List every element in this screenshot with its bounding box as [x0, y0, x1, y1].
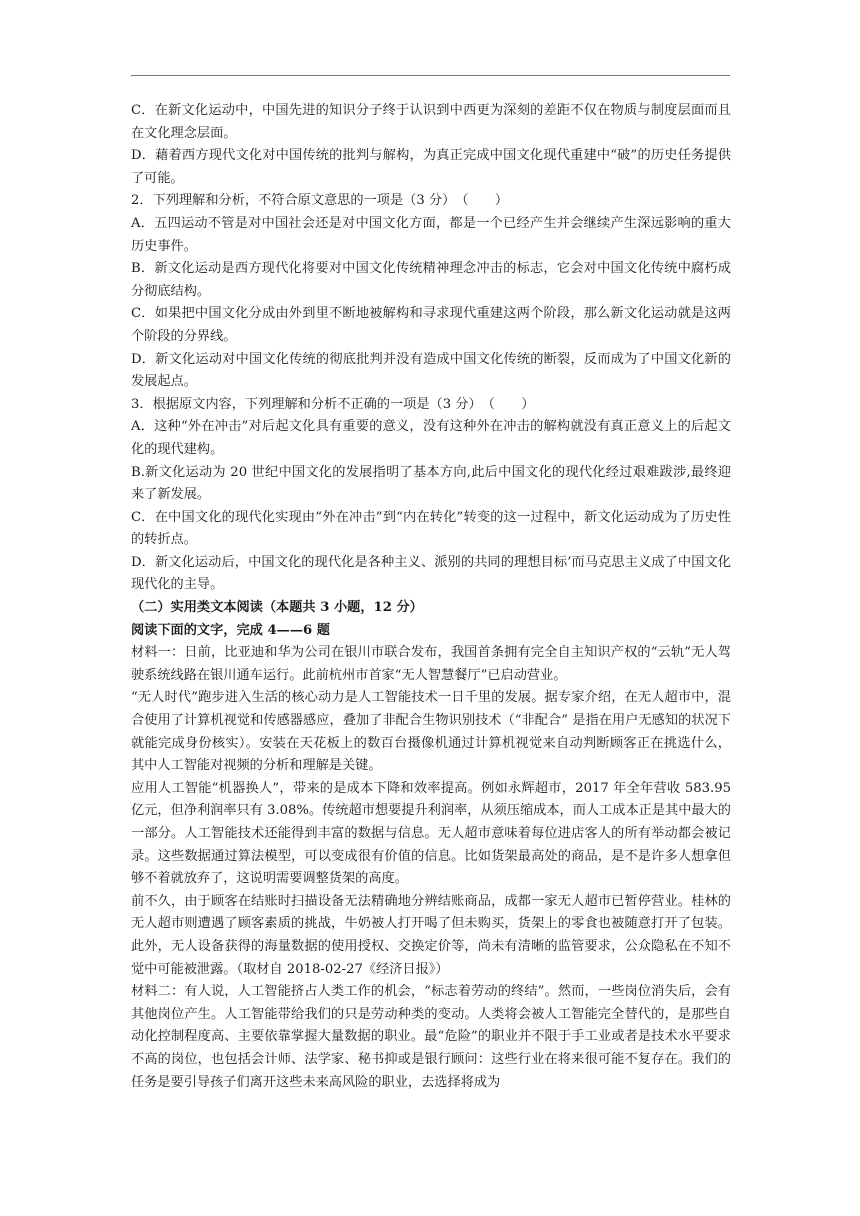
- paragraph: D．藉着西方现代文化对中国传统的批判与解构，为真正完成中国文化现代重建中“破”的历史任务提供了可能。: [131, 148, 731, 186]
- paragraph: D．新文化运动后，中国文化的现代化是各种主义、派别的共同的理想目标’而马克思主义成了中国文化现代化的主导。: [131, 554, 731, 593]
- paragraph: “无人时代”跑步进入生活的核心动力是人工智能技术一日千里的发展。据专家介绍，在无人超市中，混合使用了计算机视觉和传感器感应，叠加了非配合生物识别技术（“非配合” 是指在用户无感知的状况下就能完成身份核实）。安装在天花板上的数百台摄像机通过计算机视觉来自动判断顾客正在挑选什么，其中人工智能对视频的分析和理解是关键。: [131, 690, 731, 774]
- paragraph: B.新文化运动为 20 世纪中国文化的发展指明了基本方向,此后中国文化的现代化经过艰难跋涉,最终迎来了新发展。: [131, 464, 731, 503]
- paragraph: C．在中国文化的现代化实现由“外在冲击”到“内在转化”转变的这一过程中，新文化运动成为了历史性的转折点。: [131, 509, 731, 548]
- document-body: [131, 100, 731, 1094]
- paragraph: 前不久，由于顾客在结账时扫描设备无法精确地分辨结账商品，成都一家无人超市已暂停营业。桂林的无人超市则遭遇了顾客素质的挑战，牛奶被人打开喝了但未购买，货架上的零食也被随意打开了包装。此外，无人设备获得的海量数据的使用授权、交换定价等，尚未有清晰的监管要求，公众隐私在不知不觉中可能被泄露。（取材自 2018-02-27《经济日报》）: [131, 893, 731, 977]
- section-heading: 阅读下面的文字，完成 4——6 题: [131, 622, 330, 638]
- paragraph: A．这种“外在冲击”对后起文化具有重要的意义，没有这种外在冲击的解构就没有真正意义上的后起文化的现代建构。: [131, 419, 731, 457]
- paragraph: B．新文化运动是西方现代化将要对中国文化传统精神理念冲击的标志，它会对中国文化传统中腐朽成分彻底结构。: [131, 261, 731, 299]
- paragraph: 应用人工智能“机器换人”，带来的是成本下降和效率提高。例如永辉超市，2017 年全年营收 583.95 亿元，但净利润率只有 3.08%。传统超市想要提升利润率，从须压缩成本，而人工成本正是其中最大的一部分。人工智能技术还能得到丰富的数据与信息。无人超市意味着每位进店客人的所有举动都会被记录。这些数据通过算法模型，可以变成很有价值的信息。比如货架最高处的商品，是不是许多人想拿但够不着就放弃了，这说明需要调整货架的高度。: [131, 780, 731, 887]
- paragraph: C．如果把中国文化分成由外到里不断地被解构和寻求现代重建这两个阶段，那么新文化运动就是这两个阶段的分界线。: [131, 306, 731, 344]
- header-rule: [131, 75, 730, 76]
- paragraph: D．新文化运动对中国文化传统的彻底批判并没有造成中国文化传统的断裂，反而成为了中国文化新的发展起点。: [131, 351, 731, 390]
- paragraph: A．五四运动不管是对中国社会还是对中国文化方面，都是一个已经产生并会继续产生深远影响的重大历史事件。: [131, 215, 731, 254]
- paragraph: 3．根据原文内容，下列理解和分析不正确的一项是（3 分） （ ）: [131, 396, 535, 412]
- paragraph: C．在新文化运动中，中国先进的知识分子终于认识到中西更为深刻的差距不仅在物质与制度层面而且在文化理念层面。: [131, 103, 731, 141]
- paragraph: 材料一：日前，比亚迪和华为公司在银川市联合发布，我国首条拥有完全自主知识产权的“云轨”无人驾驶系统线路在银川通车运行。此前杭州市首家“无人智慧餐厅”已启动营业。: [131, 645, 731, 683]
- paragraph: 材料二：有人说，人工智能挤占人类工作的机会，“标志着劳动的终结”。然而，一些岗位消失后，会有其他岗位产生。人工智能带给我们的只是劳动种类的变动。人类将会被人工智能完全替代的，是那些自动化控制程度高、主要依靠掌握大量数据的职业。最“危险”的职业并不限于手工业或者是技术水平要求不高的岗位，也包括会计师、法学家、秘书抑或是银行顾问：这些行业在将来很可能不复存在。我们的任务是要引导孩子们离开这些未来高风险的职业，去选择将成为: [131, 984, 731, 1090]
- paragraph: 2．下列理解和分析，不符合原文意思的一项是（3 分） （ ）: [131, 193, 509, 209]
- section-heading: （二）实用类文本阅读（本题共 3 小题，12 分）: [131, 600, 423, 616]
